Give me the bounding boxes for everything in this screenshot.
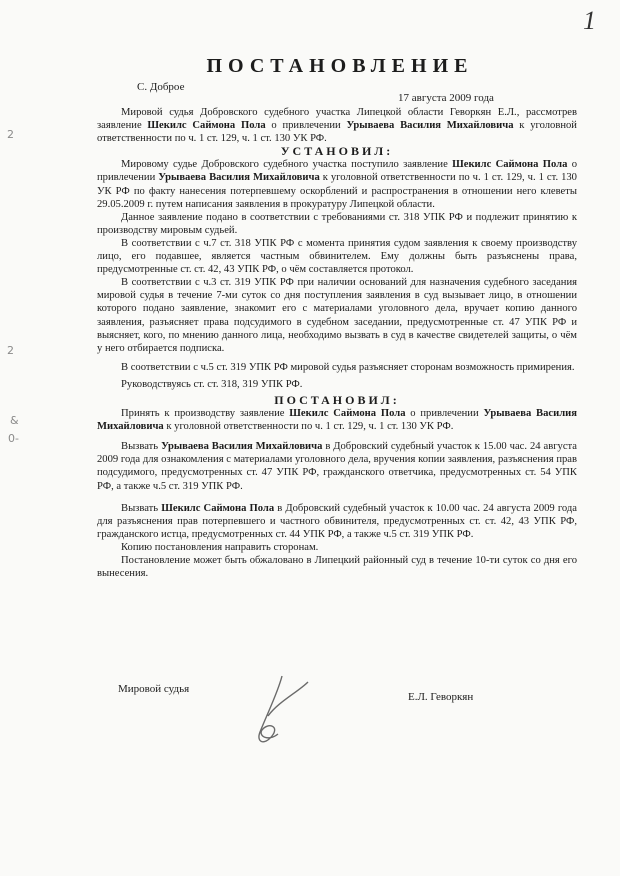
paragraph-5: В соответствии с ч.5 ст. 319 УПК РФ мировой судья разъясняет сторонам возможность примирения. — [121, 361, 575, 373]
margin-mark: 2 — [7, 128, 14, 141]
margin-mark: & — [10, 414, 19, 427]
paragraph-4: В соответствии с ч.3 ст. 319 УПК РФ при наличии оснований для назначения судебного заседания мировой судья в течение 7-ми суток со дня поступления заявления в суд вызывает лицо, в отношении которого подано заявление, знакомит его с материалами уголовного дела, вручает копию данного заявления, разъясняет права подсудимого в судебном заседании, предусмотренные ст. 47 УПК РФ и выясняет, кого, по мнению данного лица, необходимо вызвать в суд в качестве свидетелей защиты, о чём у него отбирается подписка. — [97, 277, 577, 354]
place: С. Доброе — [137, 81, 185, 93]
signer-name: Е.Л. Геворкян — [408, 691, 474, 703]
resolution-2: Вызвать Урываева Василия Михайловича в Добровский судебный участок к 15.00 час. 24 августа 2009 года для ознакомления с материалами уголовного дела, вручения копии заявления, разъяснения прав подсудимого, предусмотренных ст. 47 УПК РФ, гражданского ответчика, предусмотренных ст. 54 УПК РФ, а также ч.5 ст. 319 УПК РФ. — [97, 441, 577, 492]
paragraph-3: В соответствии с ч.7 ст. 318 УПК РФ с момента принятия судом заявления к своему производству лицо, его подавшее, является частным обвинителем. Ему должны быть разъяснены права, предусмотренные ст. ст. 42, 43 УПК РФ, о чём составляется протокол. — [97, 237, 577, 276]
heading-established: УСТАНОВИЛ: — [280, 144, 394, 159]
document-body — [97, 106, 577, 580]
heading-resolved: ПОСТАНОВИЛ: — [274, 392, 400, 407]
page-number: 1 — [583, 6, 596, 35]
intro-paragraph: Мировой судья Добровского судебного участка Липецкой области Геворкян Е.Л., рассмотрев заявление Шекилс Саймона Пола о привлечении Урываева Василия Михайловича к уголовной ответственности по ч. 1 ст. 129, ч. 1 ст. 130 УК РФ. — [97, 107, 577, 145]
handwritten-signature — [238, 672, 318, 752]
resolution-5: Постановление может быть обжаловано в Липецкий районный суд в течение 10-ти суток со дня его вынесения. — [97, 555, 577, 580]
margin-mark: 2 — [7, 344, 14, 357]
margin-mark: 0- — [8, 432, 19, 445]
paragraph-1: Мировому судье Добровского судебного участка поступило заявление Шекилс Саймона Пола о привлечении Урываева Василия Михайловича к уголовной ответственности по ч. 1 ст. 129, ч. 1 ст. 130 УК РФ по факту нанесения потерпевшему оскорблений и распространения в отношении него клеветы 29.05.2009 г. путем написания заявления в прокуратуру Липецкой области. — [97, 159, 577, 210]
date: 17 августа 2009 года — [398, 92, 494, 104]
paragraph-2: Данное заявление подано в соответствии с требованиями ст. 318 УПК РФ и подлежит принятию к производству мировым судьей. — [97, 211, 577, 236]
resolution-4: Копию постановления направить сторонам. — [121, 541, 319, 553]
signature-label: Мировой судья — [118, 683, 190, 695]
resolution-1: Принять к производству заявление Шекилс Саймона Пола о привлечении Урываева Василия Михайловича к уголовной ответственности по ч. 1 ст. 129, ч. 1 ст. 130 УК РФ. — [97, 408, 577, 433]
resolution-3: Вызвать Шекилс Саймона Пола в Добровский судебный участок к 10.00 час. 24 августа 2009 года для разъяснения прав потерпевшего и частного обвинителя, предусмотренных ст. ст. 42, 43 УПК РФ, гражданского истца, предусмотренных ст. 44 УПК РФ, а также ч.5 ст. 319 УПК РФ. — [97, 502, 577, 540]
document-title: ПОСТАНОВЛЕНИЕ — [206, 55, 474, 77]
paragraph-6: Руководствуясь ст. ст. 318, 319 УПК РФ. — [121, 378, 303, 390]
